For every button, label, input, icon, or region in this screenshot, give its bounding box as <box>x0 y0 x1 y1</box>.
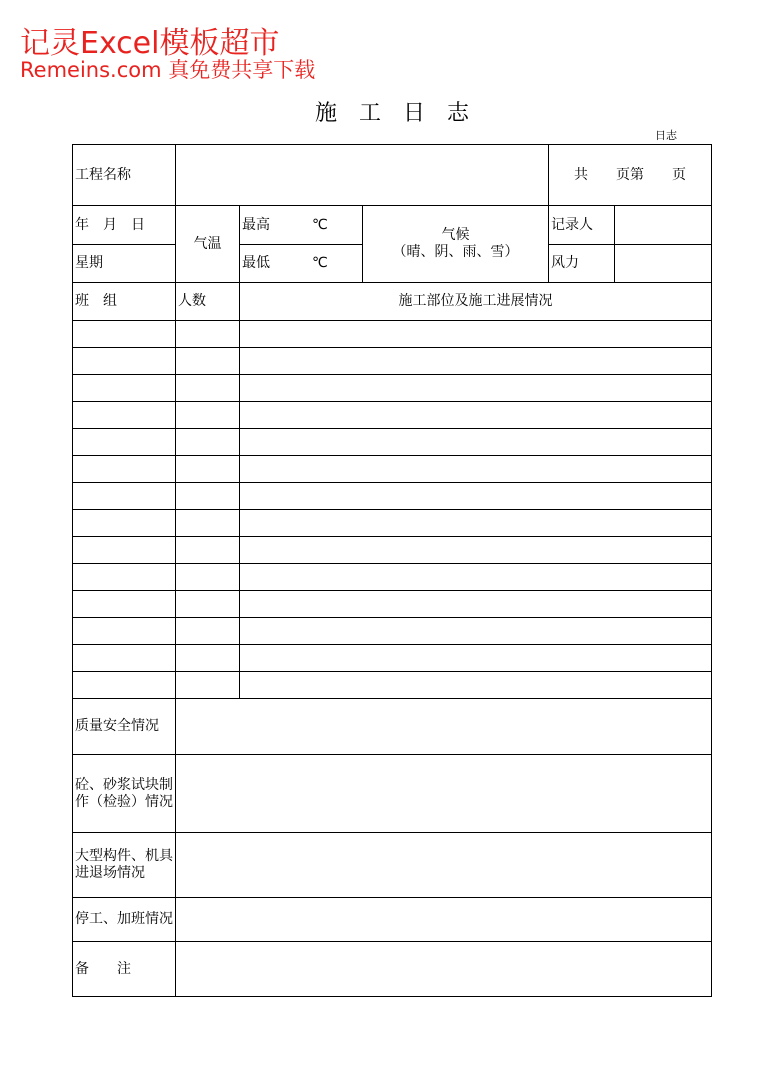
stoppage-overtime-field[interactable] <box>176 898 712 942</box>
work-row <box>73 672 712 699</box>
recorder-label: 记录人 <box>549 206 615 245</box>
team-cell[interactable] <box>73 483 176 510</box>
weather-label: 气候 <box>441 227 470 243</box>
team-cell[interactable] <box>73 429 176 456</box>
progress-cell[interactable] <box>240 429 712 456</box>
work-row <box>73 321 712 348</box>
quality-safety-label: 质量安全情况 <box>73 699 176 755</box>
page-count-field[interactable]: 共 页第 页 <box>549 145 712 206</box>
count-cell[interactable] <box>176 564 240 591</box>
construction-log-table <box>72 144 712 997</box>
remarks-field[interactable] <box>176 942 712 997</box>
progress-header: 施工部位及施工进展情况 <box>240 283 712 321</box>
team-cell[interactable] <box>73 456 176 483</box>
project-name-field[interactable] <box>176 145 549 206</box>
equipment-movement-field[interactable] <box>176 833 712 898</box>
progress-cell[interactable] <box>240 402 712 429</box>
quality-safety-field[interactable] <box>176 699 712 755</box>
brand-title: 记灵Excel模板超市 <box>20 26 280 61</box>
brand-subtitle: Remeins.com 真免费共享下载 <box>20 58 316 82</box>
log-note: 日志 <box>655 129 677 142</box>
progress-cell[interactable] <box>240 456 712 483</box>
date-label[interactable]: 年 月 日 <box>73 206 176 245</box>
team-cell[interactable] <box>73 618 176 645</box>
test-block-label: 砼、砂浆试块制作（检验）情况 <box>73 755 176 833</box>
team-cell[interactable] <box>73 537 176 564</box>
progress-cell[interactable] <box>240 375 712 402</box>
weekday-label[interactable]: 星期 <box>73 245 176 283</box>
count-header: 人数 <box>176 283 240 321</box>
team-cell[interactable] <box>73 321 176 348</box>
count-cell[interactable] <box>176 456 240 483</box>
team-cell[interactable] <box>73 672 176 699</box>
progress-cell[interactable] <box>240 645 712 672</box>
team-cell[interactable] <box>73 645 176 672</box>
work-row <box>73 618 712 645</box>
progress-cell[interactable] <box>240 618 712 645</box>
progress-cell[interactable] <box>240 672 712 699</box>
temperature-high-field[interactable]: 最高 ℃ <box>240 206 363 245</box>
progress-cell[interactable] <box>240 591 712 618</box>
count-cell[interactable] <box>176 618 240 645</box>
wind-label: 风力 <box>549 245 615 283</box>
count-cell[interactable] <box>176 591 240 618</box>
temperature-label: 气温 <box>176 206 240 283</box>
team-cell[interactable] <box>73 402 176 429</box>
count-cell[interactable] <box>176 375 240 402</box>
work-row <box>73 537 712 564</box>
weather-options: （晴、阴、雨、雪） <box>392 244 519 260</box>
recorder-field[interactable] <box>615 206 712 245</box>
team-cell[interactable] <box>73 564 176 591</box>
weather-cell[interactable] <box>363 206 549 283</box>
remarks-label: 备 注 <box>73 942 176 997</box>
work-row <box>73 483 712 510</box>
count-cell[interactable] <box>176 429 240 456</box>
work-row <box>73 510 712 537</box>
work-row <box>73 591 712 618</box>
progress-cell[interactable] <box>240 321 712 348</box>
count-cell[interactable] <box>176 483 240 510</box>
count-cell[interactable] <box>176 402 240 429</box>
work-row <box>73 375 712 402</box>
team-cell[interactable] <box>73 591 176 618</box>
wind-field[interactable] <box>615 245 712 283</box>
work-row <box>73 348 712 375</box>
count-cell[interactable] <box>176 645 240 672</box>
work-row <box>73 564 712 591</box>
work-row <box>73 402 712 429</box>
team-cell[interactable] <box>73 348 176 375</box>
equipment-movement-label: 大型构件、机具进退场情况 <box>73 833 176 898</box>
team-header: 班 组 <box>73 283 176 321</box>
count-cell[interactable] <box>176 348 240 375</box>
progress-cell[interactable] <box>240 348 712 375</box>
document-title: 施工日志 <box>314 101 491 126</box>
progress-cell[interactable] <box>240 510 712 537</box>
progress-cell[interactable] <box>240 564 712 591</box>
work-row <box>73 456 712 483</box>
team-cell[interactable] <box>73 510 176 537</box>
test-block-field[interactable] <box>176 755 712 833</box>
progress-cell[interactable] <box>240 537 712 564</box>
count-cell[interactable] <box>176 510 240 537</box>
temperature-low-field[interactable]: 最低 ℃ <box>240 245 363 283</box>
work-row <box>73 645 712 672</box>
count-cell[interactable] <box>176 321 240 348</box>
team-cell[interactable] <box>73 375 176 402</box>
count-cell[interactable] <box>176 537 240 564</box>
stoppage-overtime-label: 停工、加班情况 <box>73 898 176 942</box>
progress-cell[interactable] <box>240 483 712 510</box>
project-name-label: 工程名称 <box>73 145 176 206</box>
work-row <box>73 429 712 456</box>
count-cell[interactable] <box>176 672 240 699</box>
